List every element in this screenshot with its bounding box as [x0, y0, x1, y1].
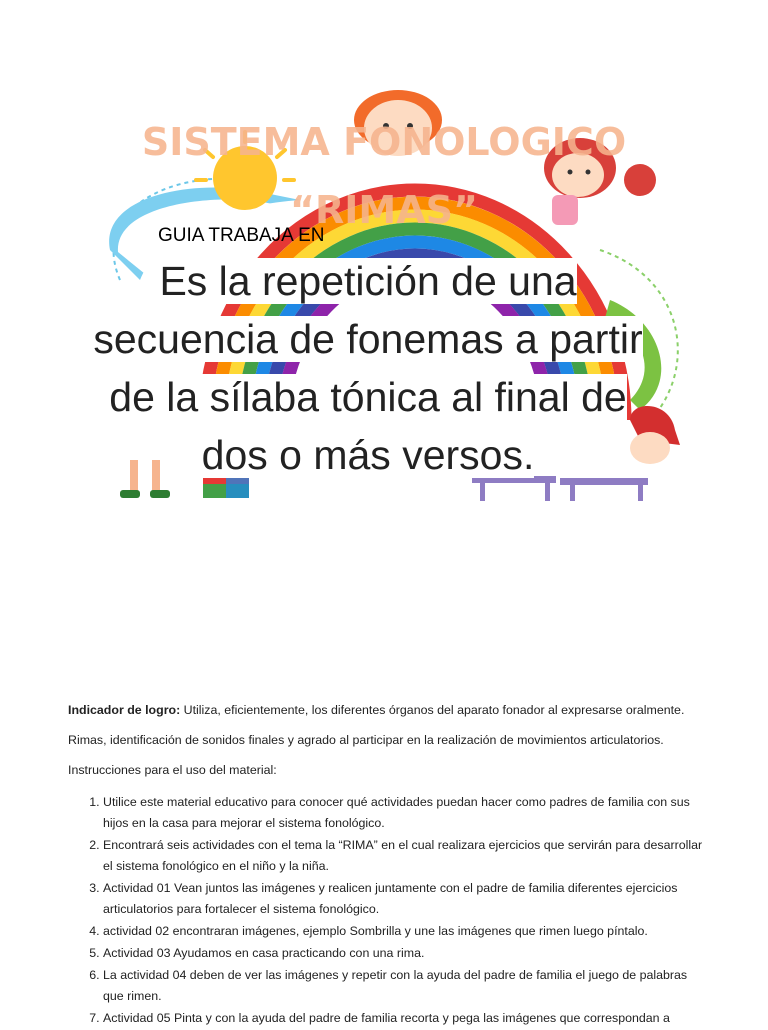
document-body	[68, 702, 708, 1030]
list-item: 4. actividad 02 encontraran imágenes, ejemplo Sombrilla y une las imágenes que rimen luego píntalo.	[103, 921, 708, 942]
list-item: 1. Utilice este material educativo para conocer qué actividades puedan hacer como padres de familia con sus hijos en la casa para mejorar el sistema fonológico.	[103, 792, 708, 834]
indicator-paragraph	[68, 702, 708, 718]
indicator-text: Utiliza, eficientemente, los diferentes órganos del aparato fonador al expresarse oralmente.	[180, 703, 685, 717]
subtitle-paragraph: Rimas, identificación de sonidos finales y agrado al participar en la realización de movimientos articulatorios.	[68, 733, 664, 747]
instructions-list	[68, 792, 708, 1029]
list-item: 7. Actividad 05 Pinta y con la ayuda del padre de familia recorta y pega las imágenes que correspondan a	[103, 1008, 708, 1029]
list-item: 2. Encontrará seis actividades con el tema la “RIMA” en el cual realizara ejercicios que servirán para desarrollar el sistema fonológico en el niño y la niña.	[103, 835, 708, 877]
list-item: 6. La actividad 04 deben de ver las imágenes y repetir con la ayuda del padre de familia el juego de palabras que rimen.	[103, 965, 708, 1007]
cover-title-line2: “RIMAS”	[290, 188, 478, 232]
list-item: 5. Actividad 03 Ayudamos en casa practicando con una rima.	[103, 943, 708, 964]
instructions-heading: Instrucciones para el uso del material:	[68, 763, 277, 777]
cover-title-line1: SISTEMA FONOLOGICO	[141, 120, 627, 164]
list-item: 3. Actividad 01 Vean juntos las imágenes y realicen juntamente con el padre de familia diferentes ejercicios articulatorios para fortalecer el sistema fonológico.	[103, 878, 708, 920]
indicator-label: Indicador de logro:	[68, 703, 181, 717]
definition-overlay	[92, 252, 644, 484]
guide-label: GUIA TRABAJA EN	[158, 225, 325, 246]
definition-text: Es la repetición de una secuencia de fonemas a partir de la sílaba tónica al final de dos o más versos.	[93, 258, 643, 478]
